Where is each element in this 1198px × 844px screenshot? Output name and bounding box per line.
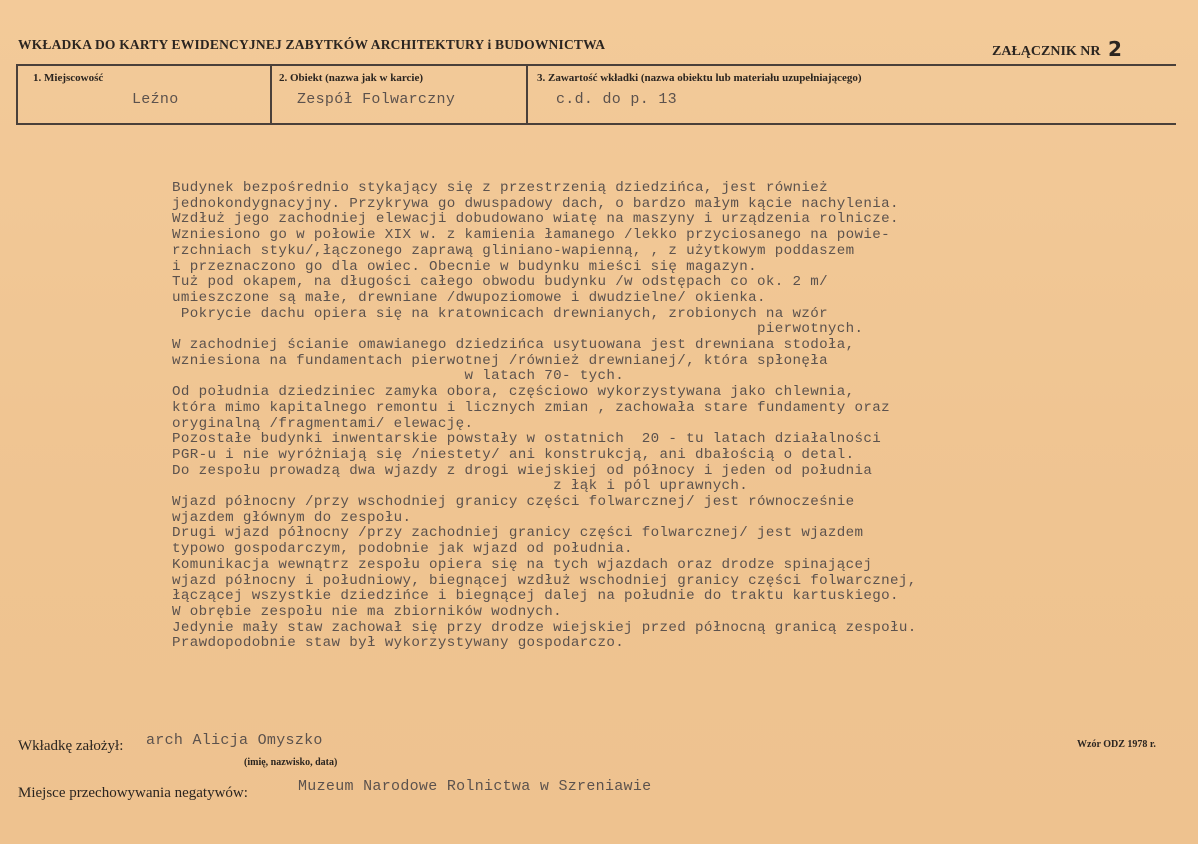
founder-label: Wkładkę założył: (18, 738, 124, 754)
object-label: 2. Obiekt (nazwa jak w karcie) (279, 72, 424, 84)
annex-label-text: ZAŁĄCZNIK NR (992, 44, 1101, 59)
locality-value: Leźno (132, 91, 179, 108)
contents-label: 3. Zawartość wkładki (nazwa obiektu lub materiału uzupełniającego) (537, 72, 862, 84)
contents-value: c.d. do p. 13 (556, 91, 677, 108)
form-title: WKŁADKA DO KARTY EWIDENCYJNEJ ZABYTKÓW ARCHITEKTURY i BUDOWNICTWA (18, 37, 606, 52)
founder-note: (imię, nazwisko, data) (244, 757, 338, 768)
header-divider (16, 64, 1176, 66)
founder-value: arch Alicja Omyszko (146, 732, 323, 749)
fields-divider (16, 123, 1176, 125)
storage-value: Muzeum Narodowe Rolnictwa w Szreniawie (298, 778, 652, 795)
locality-label: 1. Miejscowość (33, 72, 104, 84)
form-number: Wzór ODZ 1978 r. (1077, 739, 1156, 750)
field-separator-1 (270, 66, 272, 123)
field-separator-2 (526, 66, 528, 123)
annex-label (992, 36, 1122, 60)
description-text: Budynek bezpośrednio stykający się z przestrzenią dziedzińca, jest również jednokondygnacyjny. Przykrywa go dwuspadowy dach, o bardzo małym kącie nachylenia. Wzdłuż jego zachodniej elewacji dobudowano wiatę na maszyny i urządzenia rolnicze. Wzniesiono go w połowie XIX w. z kamienia łamanego /lekko przyciosanego na powie- rzchniach styku/,łączonego zaprawą gliniano-wapienną, , z użytkowym poddaszem i przeznaczono go dla owiec. Obecnie w budynku mieści się magazyn. Tuż pod okapem, na długości całego obwodu budynku /w odstępach co ok. 2 m/ umieszczone są małe, drewniane /dwupoziomowe i dwudzielne/ okienka. Pokrycie dachu opiera się na kratownicach drewnianych, zrobionych na wzór pierwotnych. W zachodniej ścianie omawianego dziedzińca usytuowana jest drewniana stodoła, wzniesiona na fundamentach pierwotnej /również drewnianej/, która spłonęła w latach 70- tych. Od południa dziedziniec zamyka obora, częściowo wykorzystywana jako chlewnia, która mimo kapitalnego remontu i licznych zmian , zachowała stare fundamenty oraz oryginalną /fragmentami/ elewację. Pozostałe budynki inwentarskie powstały w ostatnich 20 - tu latach działalności PGR-u i nie wyróżniają się /niestety/ ani konstrukcją, ani dbałością o detal. Do zespołu prowadzą dwa wjazdy z drogi wiejskiej od północy i jeden od południa z łąk i pól uprawnych. Wjazd północny /przy wschodniej granicy części folwarcznej/ jest równocześnie wjazdem głównym do zespołu. Drugi wjazd północny /przy zachodniej granicy części folwarcznej/ jest wjazdem typowo gospodarczym, podobnie jak wjazd od południa. Komunikacja wewnątrz zespołu opiera się na tych wjazdach oraz drodze spinającej wjazd północny i południowy, biegnącej wzdłuż wschodniej granicy części folwarcznej, łączącej wszystkie dziedzińce i biegnącej dalej na południe do traktu kartuskiego. W obrębie zespołu nie ma zbiorników wodnych. Jedynie mały staw zachował się przy drodze wiejskiej przed północną granicą zespołu. Prawdopodobnie staw był wykorzystywany gospodarczo. (172, 180, 917, 652)
annex-number: 2 (1108, 37, 1122, 61)
field-border-left (16, 66, 18, 123)
object-value: Zespół Folwarczny (297, 91, 456, 108)
storage-label: Miejsce przechowywania negatywów: (18, 785, 248, 801)
